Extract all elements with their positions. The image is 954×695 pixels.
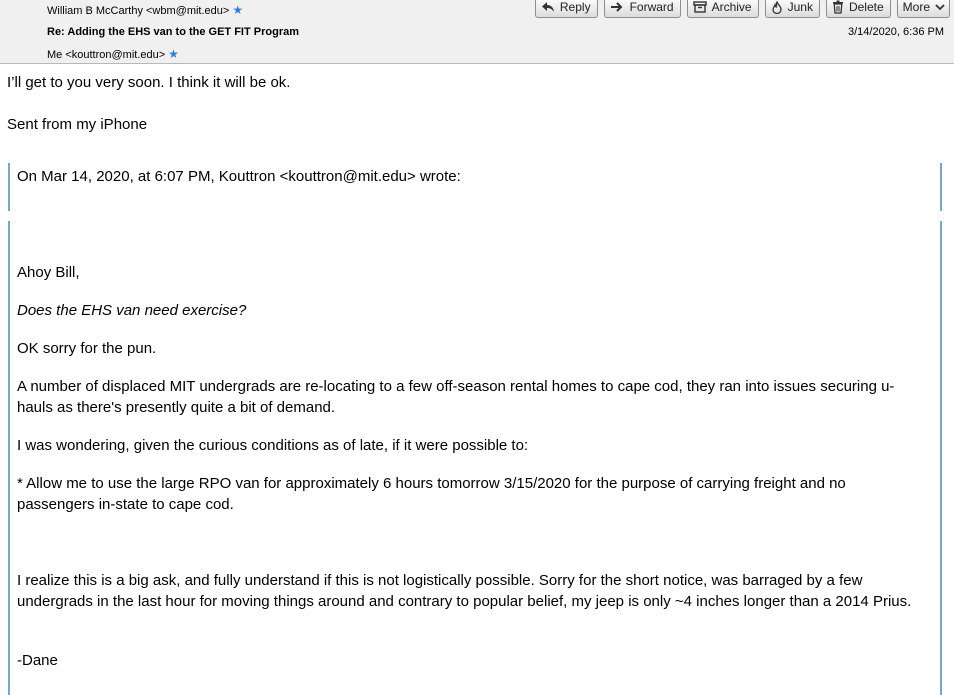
from-address[interactable]: William B McCarthy <wbm@mit.edu> bbox=[47, 5, 230, 17]
paragraph-realize: I realize this is a big ask, and fully understand if this is not logistically possible. Sorry for the short notice, was barraged by a few undergrads in the last hour for moving things around and contrary to popular belief, my jeep is only ~4 inches longer than a 2014 Prius. bbox=[17, 572, 912, 610]
reply-button[interactable] bbox=[535, 0, 598, 18]
from-value[interactable] bbox=[47, 2, 243, 19]
quote-header-block bbox=[8, 163, 942, 211]
signature-text: Sent from my iPhone bbox=[7, 116, 148, 133]
junk-label: Junk bbox=[787, 0, 813, 14]
pun-line: OK sorry for the pun. bbox=[17, 340, 157, 357]
trash-icon bbox=[832, 0, 844, 14]
more-button[interactable] bbox=[897, 0, 950, 18]
reply-label: Reply bbox=[559, 0, 591, 14]
junk-button[interactable] bbox=[765, 0, 820, 18]
exercise-line bbox=[17, 300, 917, 321]
from-row bbox=[0, 2, 400, 18]
reply-icon bbox=[541, 1, 555, 13]
delete-button[interactable] bbox=[826, 0, 891, 18]
forward-icon bbox=[610, 1, 625, 13]
message-date: 3/14/2020, 6:36 PM bbox=[847, 26, 944, 38]
archive-button[interactable] bbox=[687, 0, 759, 18]
star-icon[interactable]: ★ bbox=[232, 3, 244, 17]
sign-off: -Dane bbox=[17, 652, 58, 669]
subject-value: Re: Adding the EHS van to the GET FIT Program bbox=[47, 26, 299, 38]
message-header bbox=[0, 0, 954, 64]
subject-row bbox=[0, 24, 600, 40]
to-address[interactable]: Me <kouttron@mit.edu> bbox=[47, 49, 166, 61]
paragraph-undergrads: A number of displaced MIT undergrads are re-locating to a few off-season rental homes to cape cod, they ran into issues securing u-hauls as there's presently quite a bit of demand. bbox=[17, 378, 895, 416]
junk-icon bbox=[771, 1, 783, 14]
chevron-down-icon bbox=[935, 3, 945, 11]
message-toolbar bbox=[529, 0, 950, 18]
reply-text: I’ll get to you very soon. I think it will be ok. bbox=[7, 74, 291, 91]
quoted-message bbox=[8, 221, 942, 695]
more-label: More bbox=[902, 0, 930, 14]
archive-icon bbox=[693, 1, 707, 13]
archive-label: Archive bbox=[711, 0, 752, 14]
to-value[interactable] bbox=[47, 46, 179, 63]
quote-attribution: On Mar 14, 2020, at 6:07 PM, Kouttron <kouttron@mit.edu> wrote: bbox=[17, 168, 461, 185]
to-row bbox=[0, 46, 400, 62]
forward-button[interactable] bbox=[604, 0, 681, 18]
star-icon[interactable]: ★ bbox=[168, 47, 179, 61]
exercise-text: Does the EHS van need exercise? bbox=[17, 302, 247, 319]
greeting: Ahoy Bill, bbox=[17, 264, 80, 281]
delete-label: Delete bbox=[848, 0, 884, 14]
bullet-request: * Allow me to use the large RPO van for approximately 6 hours tomorrow 3/15/2020 for the purpose of carrying freight and no passengers in-state to cape cod. bbox=[17, 475, 846, 513]
wondering-line: I was wondering, given the curious conditions as of late, if it were possible to: bbox=[17, 437, 529, 454]
forward-label: Forward bbox=[629, 0, 674, 14]
